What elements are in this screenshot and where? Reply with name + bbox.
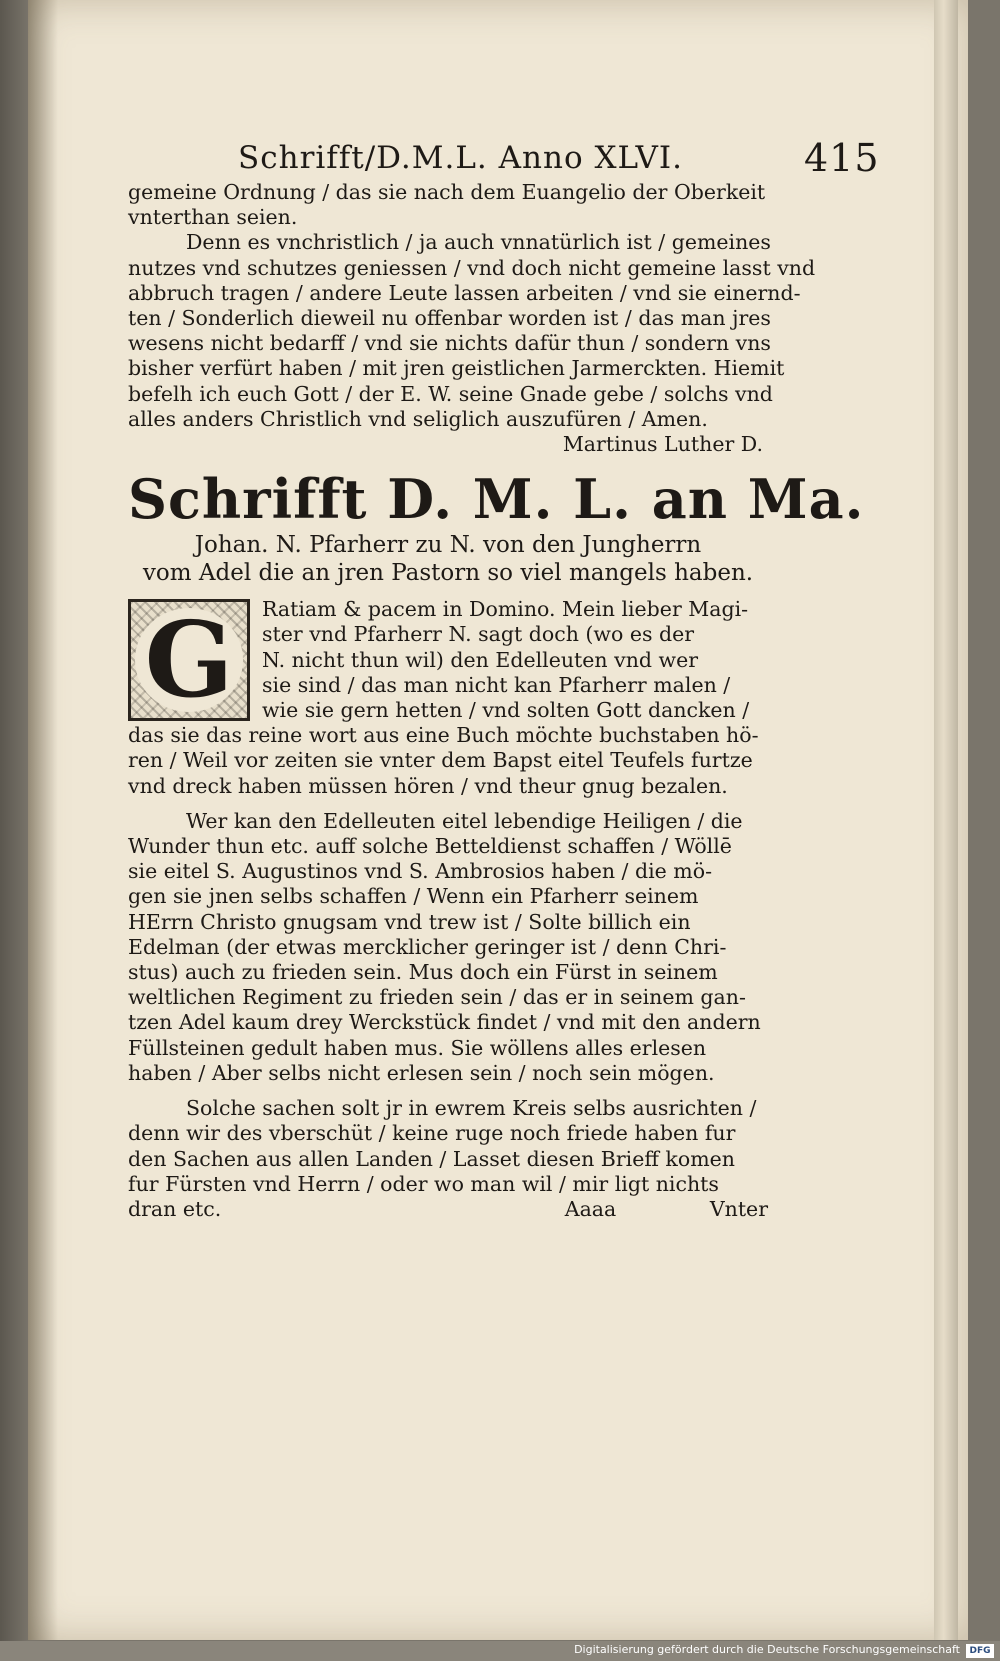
signature-mark: Aaaa <box>564 1196 617 1221</box>
text-line: haben / Aber selbs nicht erlesen sein / noch sein mögen. <box>128 1060 715 1085</box>
text-line: N. nicht thun wil) den Edelleuten vnd wer <box>262 647 699 672</box>
letter-paragraph <box>128 597 768 799</box>
dfg-logo-icon: DFG <box>966 1644 994 1658</box>
text-line: Ratiam & pacem in Domino. Mein lieber Magi- <box>262 597 749 622</box>
text-line: alles anders Christlich vnd seliglich auszufüren / Amen. <box>128 406 708 431</box>
digitization-note: Digitalisierung gefördert durch die Deutsche Forschungsgemeinschaft <box>574 1643 960 1656</box>
text-line: HErrn Christo gnugsam vnd trew ist / Solte billich ein <box>128 909 691 934</box>
footer-text: dran etc. <box>128 1196 222 1221</box>
text-block <box>128 136 880 1222</box>
initial-letter: G <box>135 608 244 712</box>
text-line: das sie das reine wort aus eine Buch möchte buchstaben hö- <box>128 723 759 748</box>
signature: Martinus Luther D. <box>562 432 763 457</box>
paragraph-2 <box>128 230 816 457</box>
text-line: ster vnd Pfarherr N. sagt doch (wo es der <box>262 622 695 647</box>
digitization-bar <box>0 1641 1000 1661</box>
text-line: ten / Sonderlich dieweil nu offenbar worden ist / das man jres <box>128 306 771 331</box>
text-line: Füllsteinen gedult haben mus. Sie wöllens alles erlesen <box>128 1035 707 1060</box>
text-line: Wer kan den Edelleuten eitel lebendige Heiligen / die <box>186 808 743 833</box>
text-line: vnd dreck haben müssen hören / vnd theur gnug bezalen. <box>128 773 728 798</box>
paragraph-4 <box>128 809 768 1086</box>
page-edge <box>934 0 958 1640</box>
text-line: sie sind / das man nicht kan Pfarherr malen / <box>262 672 731 697</box>
text-line: Solche sachen solt jr in ewrem Kreis selbs ausrichten / <box>186 1096 757 1121</box>
text-line: abbruch tragen / andere Leute lassen arbeiten / vnd sie einernd- <box>128 280 801 305</box>
text-line: nutzes vnd schutzes geniessen / vnd doch nicht gemeine lasst vnd <box>128 255 816 280</box>
text-line: Wunder thun etc. auff solche Betteldienst schaffen / Wöllē <box>128 834 732 859</box>
text-line: denn wir des vberschüt / keine ruge noch friede haben fur <box>128 1121 736 1146</box>
ornamental-initial <box>128 599 250 721</box>
text-line: fur Fürsten vnd Herrn / oder wo man wil / mir ligt nichts <box>128 1171 719 1196</box>
text-line: weltlichen Regiment zu frieden sein / das er in seinem gan- <box>128 985 746 1010</box>
text-line: vnterthan seien. <box>128 205 298 230</box>
paragraph-5 <box>128 1096 768 1222</box>
text-line: wesens nicht bedarff / vnd sie nichts dafür thun / sondern vns <box>128 331 771 356</box>
running-head <box>128 136 880 180</box>
text-line: bisher verfürt haben / mit jren geistlichen Jarmerckten. Hiemit <box>128 356 785 381</box>
text-line: Denn es vnchristlich / ja auch vnnatürlich ist / gemeines <box>186 230 771 255</box>
text-line: Edelman (der etwas mercklicher geringer ist / denn Chri- <box>128 934 727 959</box>
page-number: 415 <box>804 136 880 180</box>
sub-title-line: vom Adel die an jren Pastorn so viel mangels haben. <box>142 560 754 587</box>
section-title: Schrifft D. M. L. an Ma. <box>128 467 865 532</box>
text-line: ren / Weil vor zeiten sie vnter dem Bapst eitel Teufels furtze <box>128 748 753 773</box>
running-head-title: Schrifft/D.M.L. Anno XLVI. <box>238 140 683 176</box>
text-line: befelh ich euch Gott / der E. W. seine Gnade gebe / solchs vnd <box>128 381 773 406</box>
sub-title-line: Johan. N. Pfarherr zu N. von den Jungherrn <box>194 532 702 559</box>
page-footer-line <box>128 1197 768 1222</box>
text-line: den Sachen aus allen Landen / Lasset diesen Brieff komen <box>128 1146 735 1171</box>
text-line: gemeine Ordnung / das sie nach dem Euangelio der Oberkeit <box>128 180 766 204</box>
text-line: gen sie jnen selbs schaffen / Wenn ein Pfarherr seinem <box>128 884 699 909</box>
catchword: Vnter <box>709 1196 768 1221</box>
text-line: stus) auch zu frieden sein. Mus doch ein Fürst in seinem <box>128 960 718 985</box>
book-page <box>28 0 968 1640</box>
text-line: tzen Adel kaum drey Werckstück findet / vnd mit den andern <box>128 1010 761 1035</box>
text-line: wie sie gern hetten / vnd solten Gott dancken / <box>262 698 750 723</box>
text-line: sie eitel S. Augustinos vnd S. Ambrosios haben / die mö- <box>128 859 713 884</box>
paragraph-1 <box>128 180 768 230</box>
